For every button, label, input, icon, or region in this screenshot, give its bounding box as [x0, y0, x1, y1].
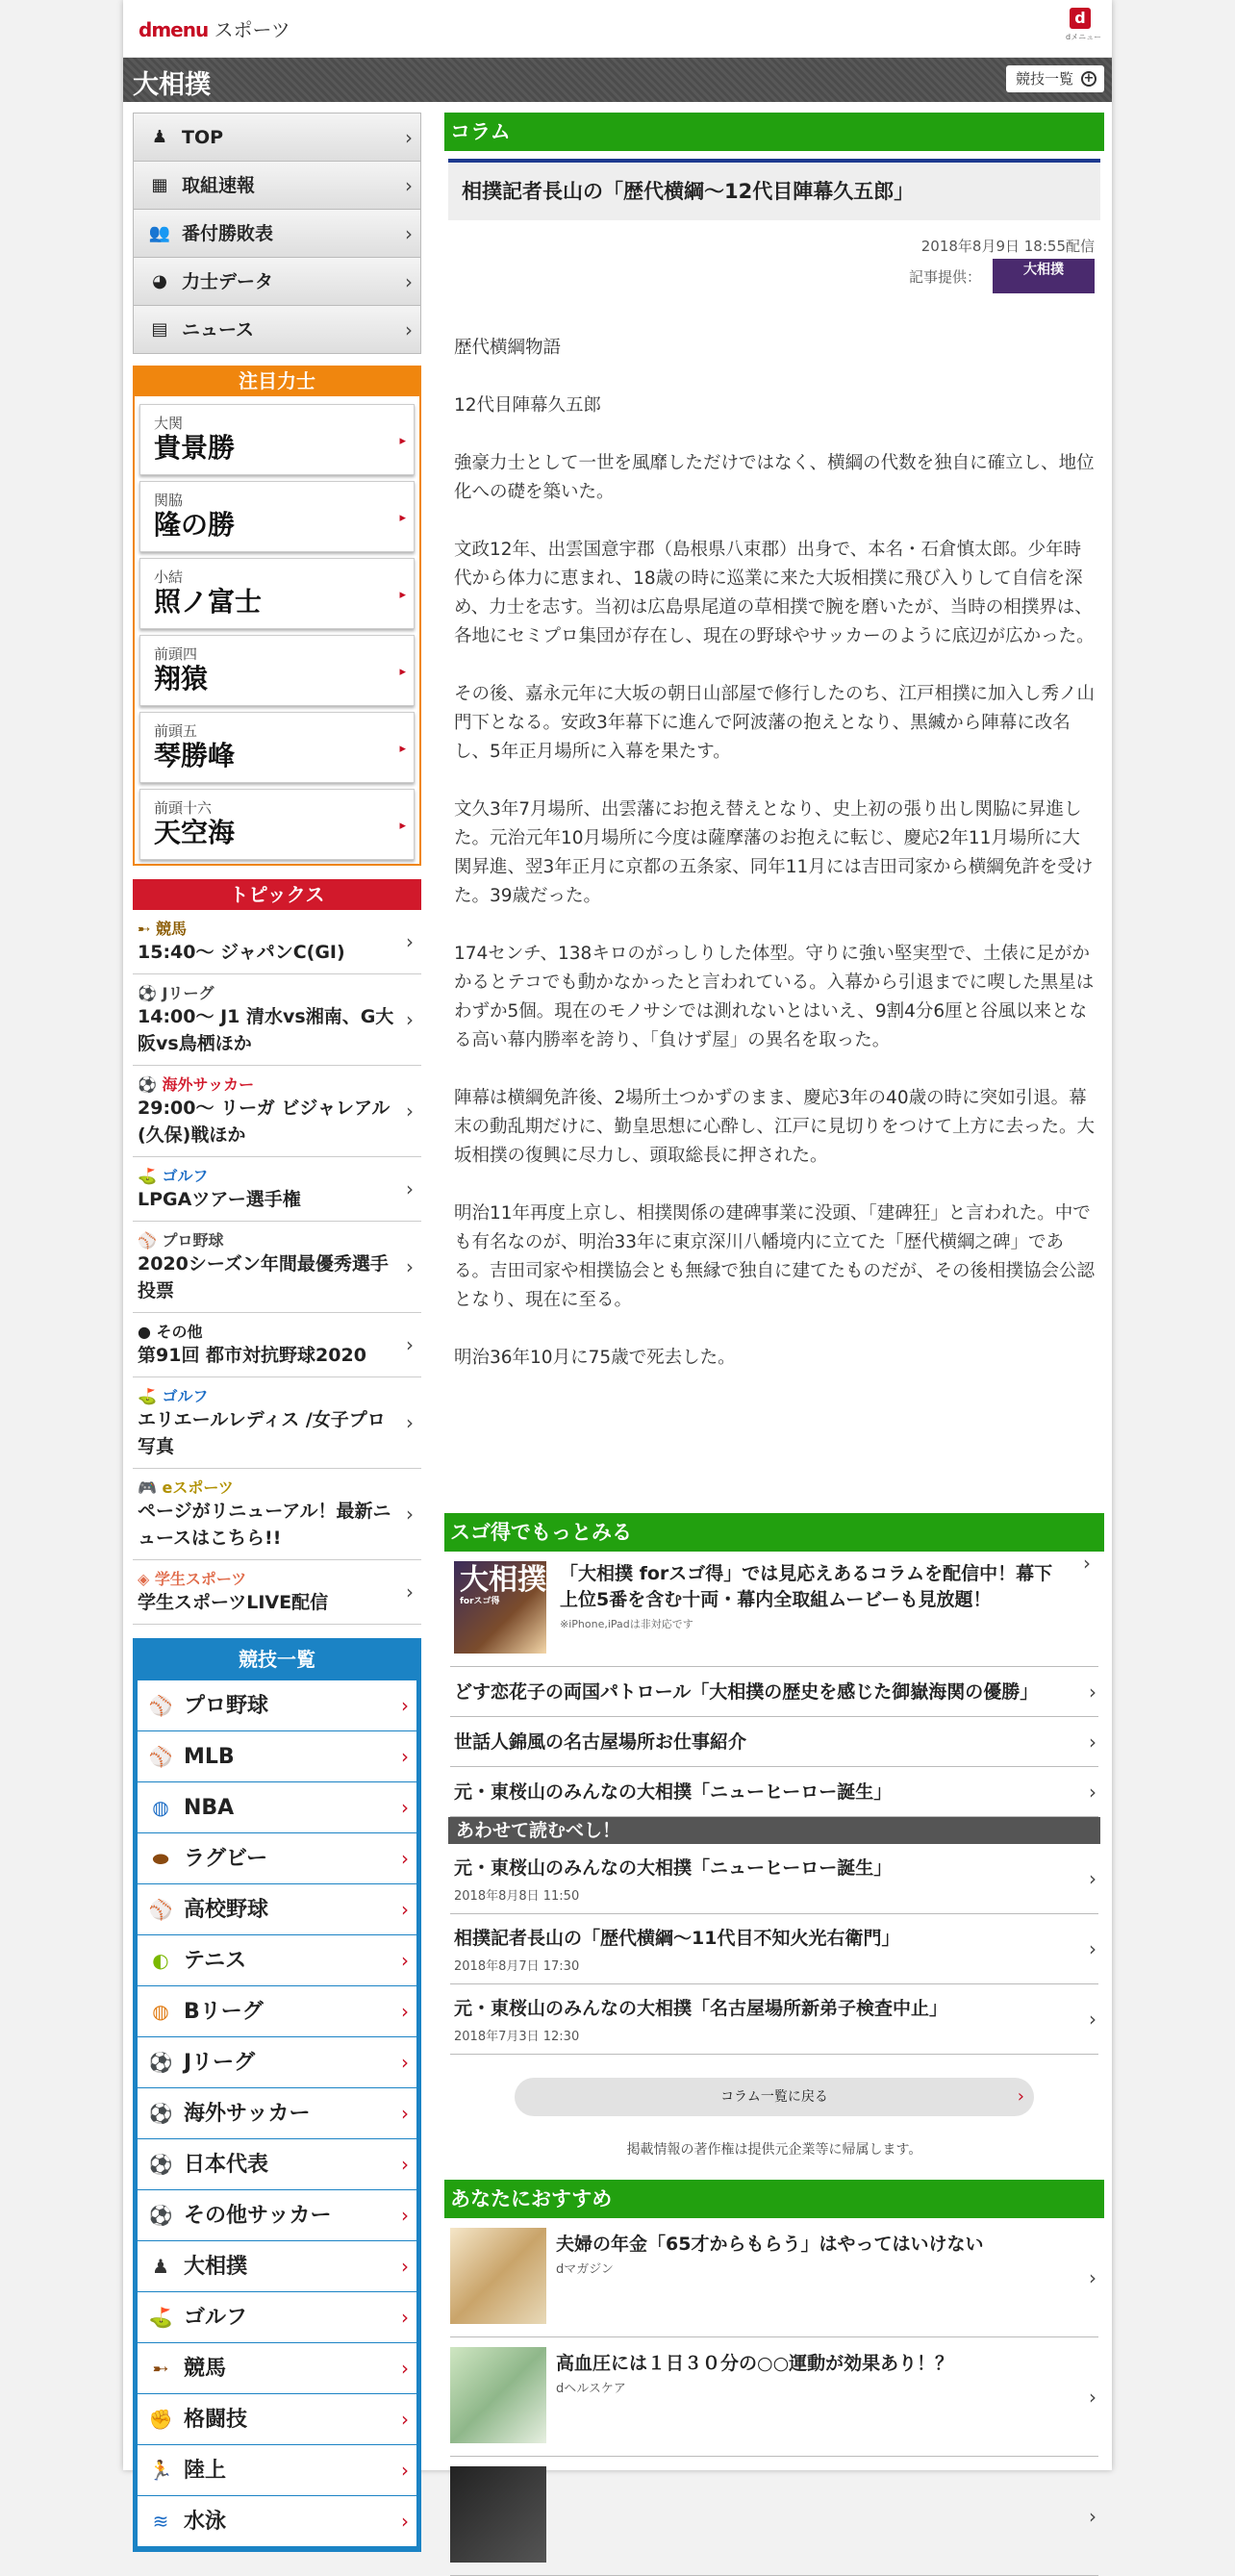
topic-category-label: 海外サッカー [162, 1075, 255, 1094]
rikishi-name: 天空海 [154, 817, 236, 848]
topic-text: 第91回 都市対抗野球2020 [138, 1345, 366, 1366]
triangle-right-icon: ▸ [399, 742, 406, 756]
topic-text: ページがリニューアル！最新ニュースはこちら!! [138, 1501, 391, 1549]
chevron-right-icon: › [406, 1333, 414, 1356]
rikishi-rank: 小結 [154, 568, 184, 586]
sport-item[interactable] [138, 1986, 416, 2037]
topic-category [138, 1228, 396, 1250]
chevron-right-icon: › [406, 1503, 414, 1526]
chevron-right-icon: › [405, 174, 413, 197]
sport-label: 日本代表 [184, 2153, 269, 2177]
wrestler-icon: ♟ [151, 127, 168, 147]
chevron-right-icon: › [1089, 2008, 1096, 2031]
sugotoku-link-text: 世話人錦風の名古屋場所お仕事紹介 [454, 1731, 747, 1753]
recommend-title: 高血圧には１日３０分の○○運動が効果あり！？ [556, 2353, 954, 2374]
rikishi-rank: 前頭四 [154, 645, 198, 663]
calendar-icon: ▦ [151, 175, 168, 195]
featured-rikishi-0[interactable] [139, 404, 415, 475]
sport-label: 競馬 [184, 2357, 227, 2381]
sport-item[interactable] [138, 1680, 416, 1731]
topic-text: 15:40～ ジャパンC(GI) [138, 942, 345, 963]
sport-icon: ⛳ [148, 2306, 173, 2329]
featured-rikishi-5[interactable] [139, 789, 415, 860]
article-paragraph: 174センチ、138キロのがっしりした体型。守りに強い堅実型で、土俵に足がかかるとテコでも動かなかったと言われている。入幕から引退までに喫した黒星はわずか5個。現在のモノサシでは測れないとはいえ、9割4分6厘と谷風以来となる高い幕内勝率を誇り、「負けず屋」の異名を取った。 [454, 944, 1095, 1050]
topic-text: 29:00～ リーガ ビジャレアル(久保)戦ほか [138, 1098, 391, 1146]
rikishi-name: 翔猿 [154, 663, 209, 695]
nav-item-label: 番付勝敗表 [182, 223, 274, 244]
topic-category-label: ゴルフ [162, 1167, 209, 1185]
sugotoku-promo[interactable] [450, 1552, 1098, 1667]
sport-label: 高校野球 [184, 1898, 269, 1922]
promo-image-text: 大相撲 [460, 1563, 546, 1597]
recommend-source: dマガジン [556, 2262, 614, 2277]
sport-label: Bリーグ [184, 2000, 264, 2024]
topic-text: LPGAツアー選手権 [138, 1189, 301, 1210]
topic-category-label: ゴルフ [162, 1387, 209, 1405]
nav-item-2[interactable] [134, 210, 420, 258]
sport-label: プロ野球 [184, 1694, 269, 1718]
related-date: 2018年7月3日 12:30 [454, 2030, 580, 2044]
topic-item[interactable] [133, 1560, 421, 1625]
sport-label: ゴルフ [184, 2306, 248, 2330]
chevron-right-icon: › [1089, 2504, 1096, 2528]
featured-rikishi-1[interactable] [139, 481, 415, 552]
topic-category-icon: ➸ [138, 920, 151, 938]
related-article[interactable] [450, 1984, 1098, 2055]
chevron-right-icon: › [401, 2459, 409, 2482]
topic-item[interactable] [133, 1469, 421, 1560]
topic-category [138, 1073, 396, 1095]
nav-item-3[interactable] [134, 258, 420, 306]
topic-category-label: Jリーグ [162, 984, 214, 1002]
sport-item[interactable] [138, 2139, 416, 2190]
nav-item-label: TOP [182, 127, 224, 148]
sport-item[interactable] [138, 2241, 416, 2292]
sport-item[interactable] [138, 2292, 416, 2343]
back-to-columns-button[interactable] [515, 2078, 1034, 2116]
topic-item[interactable] [133, 974, 421, 1066]
rikishi-name: 隆の勝 [154, 509, 236, 541]
rikishi-name: 照ノ富士 [154, 586, 263, 618]
dmenu-icon-letter: d [1070, 8, 1091, 29]
chevron-right-icon: › [406, 1411, 414, 1434]
sport-label: MLB [184, 1745, 235, 1769]
recommend-item[interactable] [450, 2457, 1098, 2576]
promo-image-sub: forスゴ得 [460, 1597, 500, 1606]
topic-category-icon: ◈ [138, 1570, 150, 1588]
article-paragraph: 強豪力士として一世を風靡しただけではなく、横綱の代数を独自に確立し、地位化への礎を築いた。 [454, 453, 1095, 502]
chevron-right-icon: › [401, 2000, 409, 2023]
recommend-item[interactable] [450, 2218, 1098, 2337]
article-paragraph: 明治36年10月に75歳で死去した。 [454, 1348, 736, 1368]
chevron-right-icon: › [401, 2204, 409, 2227]
nav-item-0[interactable] [134, 114, 420, 162]
topic-category-label: 学生スポーツ [154, 1570, 247, 1588]
sport-item[interactable] [138, 1782, 416, 1833]
chevron-right-icon: › [405, 126, 413, 149]
article-provider [909, 259, 1095, 293]
chevron-right-icon: › [401, 1745, 409, 1768]
chevron-right-icon: › [1089, 1679, 1096, 1704]
chevron-right-icon: › [401, 1949, 409, 1972]
related-date: 2018年8月7日 17:30 [454, 1959, 580, 1974]
logo-brand: dmenu [139, 18, 209, 41]
chevron-right-icon: › [406, 930, 414, 953]
chevron-right-icon: › [401, 1847, 409, 1870]
news-icon: ▤ [151, 319, 168, 340]
nav-item-label: ニュース [182, 319, 255, 341]
sport-icon: ⚾ [148, 1694, 173, 1717]
chevron-right-icon: › [401, 2357, 409, 2380]
chevron-right-icon: › [405, 318, 413, 341]
sugotoku-section [444, 1513, 1104, 2576]
topic-category-icon: ⚾ [138, 1231, 157, 1250]
topic-category-label: 競馬 [155, 920, 187, 938]
topic-category-label: その他 [156, 1323, 203, 1341]
chevron-right-icon: › [401, 2306, 409, 2329]
chevron-right-icon: › [401, 1898, 409, 1921]
provider-label: 記事提供： [908, 267, 981, 286]
topics-title: トピックス [133, 879, 421, 910]
chevron-right-icon: › [401, 2255, 409, 2278]
topic-text: 学生スポーツLIVE配信 [138, 1592, 329, 1613]
site-logo[interactable] [139, 14, 290, 42]
article-paragraph: 陣幕は横綱免許後、2場所土つかずのまま、慶応3年の40歳の時に突如引退。幕末の動乱期だけに、勤皇思想に心酔し、江戸に見切りをつけて上方に去った。大坂相撲の復興に尽力し、頭取総長に押された。 [454, 1088, 1096, 1166]
article-title-box [448, 159, 1100, 220]
chevron-right-icon: › [1089, 2265, 1096, 2289]
sport-item[interactable] [138, 1935, 416, 1986]
featured-rikishi-2[interactable] [139, 558, 415, 629]
sport-icon: ◍ [152, 1796, 169, 1819]
article-body [444, 334, 1104, 1402]
sumo-nav [133, 113, 421, 354]
topic-item[interactable] [133, 1222, 421, 1313]
page [123, 0, 1112, 2534]
sugotoku-promo-image [454, 1561, 546, 1654]
sport-icon: ◍ [152, 2000, 169, 2023]
site-header [123, 0, 1112, 58]
sport-label: テニス [184, 1949, 247, 1973]
sport-item[interactable] [138, 2343, 416, 2394]
sport-icon: ⚽ [148, 2204, 173, 2227]
article-paragraph: 文久3年7月場所、出雲藩にお抱え替えとなり、史上初の張り出し関脇に昇進した。元治元年10月場所に今度は薩摩藩のお抱えに転じ、慶応2年11月場所に大関昇進、翌3年正月に京都の五条家、同年11月には吉田司家から横綱免許を受けた。39歳だった。 [454, 799, 1094, 906]
all-sports-button[interactable] [1006, 65, 1104, 92]
topic-category-icon: ⚽ [138, 1075, 157, 1094]
chevron-right-icon: › [401, 2510, 409, 2533]
topic-category-label: eスポーツ [162, 1478, 234, 1497]
triangle-right-icon: ▸ [399, 665, 406, 679]
triangle-right-icon: ▸ [399, 588, 406, 602]
featured-rikishi-4[interactable] [139, 712, 415, 783]
sports-list [133, 1638, 421, 2552]
recommend-item[interactable] [450, 2337, 1098, 2457]
nav-item-1[interactable] [134, 162, 420, 210]
sport-icon: ⬬ [152, 1847, 169, 1870]
chevron-right-icon: › [406, 1008, 414, 1031]
sport-icon: ✊ [148, 2408, 173, 2431]
chevron-right-icon: › [1017, 2086, 1024, 2107]
chevron-right-icon: › [406, 1580, 414, 1604]
recommend-thumbnail [450, 2466, 546, 2563]
topic-category-label: プロ野球 [162, 1231, 224, 1250]
article-paragraph: 文政12年、出雲国意宇郡（島根県八束郡）出身で、本名・石倉慎太郎。少年時代から体力に恵まれ、18歳の時に巡業に来た大坂相撲に飛び入りして自信を深め、力士を志す。当初は広島県尾道の草相撲で腕を磨いたが、当時の相撲界は、各地にセミプロ集団が存在し、現在の野球やサッカーのように底辺が広かった。 [454, 540, 1095, 646]
back-label: コラム一覧に戻る [720, 2089, 828, 2105]
sport-item[interactable] [138, 2088, 416, 2139]
main-column [444, 113, 1104, 2528]
chevron-right-icon: › [1089, 1937, 1096, 1960]
sport-label: 大相撲 [184, 2255, 248, 2279]
triangle-right-icon: ▸ [399, 511, 406, 525]
recommend-list [444, 2218, 1104, 2576]
sport-item[interactable] [138, 2496, 416, 2547]
sugotoku-links [444, 1667, 1104, 1817]
rikishi-icon: ◕ [152, 271, 167, 291]
sport-label: NBA [184, 1796, 235, 1820]
sport-icon: ⚾ [148, 1898, 173, 1921]
recommend-source: dヘルスケア [556, 2382, 626, 2396]
provider-logo[interactable] [993, 259, 1095, 293]
rikishi-rank: 関脇 [154, 492, 184, 509]
copyright-note: 掲載情報の著作権は提供元企業等に帰属します。 [626, 2142, 922, 2158]
topic-text: エリエールレディス /女子プロ写真 [138, 1409, 386, 1457]
sport-label: 陸上 [184, 2459, 227, 2483]
article-paragraph: その後、嘉永元年に大坂の朝日山部屋で修行したのち、江戸相撲に加入し秀ノ山門下となる。安政3年幕下に進んで阿波藩の抱えとなり、黒縅から陣幕に改名し、5年正月場所に入幕を果たす。 [454, 684, 1096, 762]
sport-icon: ♟ [152, 2255, 169, 2278]
sport-item[interactable] [138, 2394, 416, 2445]
sport-item[interactable] [138, 2037, 416, 2088]
sport-item[interactable] [138, 2445, 416, 2496]
chevron-right-icon: › [1089, 1867, 1096, 1890]
rikishi-rank: 前頭五 [154, 722, 198, 740]
sugotoku-link[interactable] [450, 1767, 1098, 1817]
featured-rikishi [133, 366, 421, 866]
topic-item[interactable] [133, 910, 421, 974]
triangle-right-icon: ▸ [399, 819, 406, 833]
chevron-right-icon: › [1089, 1730, 1096, 1754]
sugotoku-link[interactable] [450, 1667, 1098, 1717]
all-sports-label: 競技一覧 [1015, 70, 1073, 88]
sport-icon: ⚽ [148, 2153, 173, 2176]
section-header: コラム [444, 113, 1104, 151]
topic-item[interactable] [133, 1313, 421, 1377]
topic-category [138, 981, 396, 1003]
people-icon: 👥 [148, 223, 171, 243]
topics-list [133, 910, 421, 1625]
sport-label: その他サッカー [184, 2204, 332, 2228]
sport-icon: ⚽ [148, 2051, 173, 2074]
sport-icon: ≋ [152, 2510, 169, 2533]
recommend-section [444, 2180, 1104, 2576]
sugotoku-promo-note: ※iPhone,iPadは非対応です [560, 1618, 693, 1630]
rikishi-name: 貴景勝 [154, 432, 236, 464]
topic-item[interactable] [133, 1066, 421, 1157]
triangle-right-icon: ▸ [399, 434, 406, 448]
sport-item[interactable] [138, 1731, 416, 1782]
article-paragraph: 明治11年再度上京し、相撲関係の建碑事業に没頭、「建碑狂」と言われた。中でも有名なのが、明治33年に東京深川八幡境内に立てた「歴代横綱之碑」である。吉田司家や相撲協会とも無縁で独自に建てたものだが、その後相撲協会公認となり、現在に至る。 [454, 1203, 1096, 1310]
chevron-right-icon: › [406, 1177, 414, 1200]
chevron-right-icon: › [401, 2408, 409, 2431]
nav-item-4[interactable] [134, 306, 420, 354]
chevron-right-icon: › [1089, 2385, 1096, 2409]
page-title: 大相撲 [133, 70, 211, 100]
sport-icon: ⚾ [148, 1745, 173, 1768]
related-article[interactable] [450, 1914, 1098, 1984]
recommend-thumbnail [450, 2347, 546, 2443]
related-title: 元・東桜山のみんなの大相撲「名古屋場所新弟子検査中止」 [454, 1998, 948, 2019]
recommend-header: あなたにおすすめ [444, 2180, 1104, 2218]
topic-text: 14:00～ J1 清水vs湘南、G大阪vs鳥栖ほか [138, 1006, 394, 1054]
topic-item[interactable] [133, 1157, 421, 1222]
rikishi-name: 琴勝峰 [154, 740, 236, 771]
chevron-right-icon: › [405, 222, 413, 245]
related-date: 2018年8月8日 11:50 [454, 1889, 580, 1904]
dmenu-icon-label: dメニュー [1066, 33, 1102, 41]
recommend-thumbnail [450, 2228, 546, 2324]
topic-category [138, 1567, 396, 1589]
rikishi-rank: 大関 [154, 415, 184, 432]
article-title: 相撲記者長山の「歴代横綱～12代目陣幕久五郎」 [462, 180, 915, 203]
sport-label: 水泳 [184, 2510, 227, 2534]
sport-label: 格闘技 [184, 2408, 248, 2432]
topic-category-icon: ● [138, 1323, 151, 1341]
topic-category [138, 917, 396, 939]
sport-icon: ➸ [152, 2357, 169, 2380]
sports-list-title: 競技一覧 [239, 1648, 315, 1671]
featured-rikishi-3[interactable] [139, 635, 415, 706]
sport-item[interactable] [138, 1833, 416, 1884]
featured-title: 注目力士 [133, 366, 421, 396]
topic-item[interactable] [133, 1377, 421, 1469]
article-paragraph: 12代目陣幕久五郎 [454, 395, 602, 416]
chevron-right-icon: › [406, 1099, 414, 1123]
nav-item-label: 力士データ [182, 271, 274, 292]
sport-item[interactable] [138, 1884, 416, 1935]
related-article[interactable] [450, 1844, 1098, 1914]
chevron-right-icon: › [405, 270, 413, 293]
chevron-right-icon: › [401, 2102, 409, 2125]
chevron-right-icon: › [406, 1255, 414, 1278]
sport-icon: 🏃 [148, 2459, 173, 2482]
dmenu-icon[interactable] [1066, 8, 1102, 42]
chevron-right-icon: › [401, 1694, 409, 1717]
sugotoku-promo-text: 「大相撲 forスゴ得」では見応えあるコラムを配信中！幕下上位5番を含む十両・幕内全取組ムービーも見放題！ [560, 1563, 1053, 1610]
provider-logo-text: 大相撲 [1023, 262, 1064, 278]
topic-category-icon: ⚽ [138, 984, 157, 1002]
topic-category-icon: 🎮 [138, 1478, 157, 1497]
sport-label: 海外サッカー [184, 2102, 311, 2126]
sport-icon: ◐ [152, 1949, 169, 1972]
chevron-right-icon: › [401, 2051, 409, 2074]
sport-label: Jリーグ [184, 2051, 256, 2075]
topic-text: 2020シーズン年間最優秀選手投票 [138, 1253, 389, 1301]
topic-category [138, 1320, 396, 1342]
related-list [444, 1844, 1104, 2055]
sport-icon: ⚽ [148, 2102, 173, 2125]
topics [133, 879, 421, 1625]
article-date: 2018年8月9日 18:55配信 [920, 238, 1095, 255]
sport-label: ラグビー [184, 1847, 268, 1871]
chevron-right-icon: › [401, 2153, 409, 2176]
related-header: あわせて読むべし！ [448, 1817, 1100, 1844]
featured-list [133, 396, 421, 866]
chevron-right-icon: › [1083, 1552, 1091, 1575]
sugotoku-link-text: どす恋花子の両国パトロール「大相撲の歴史を感じた御嶽海関の優勝」 [454, 1681, 1039, 1703]
recommend-title: 夫婦の年金「65才からもらう」はやってはいけない [556, 2234, 984, 2255]
related-title: 元・東桜山のみんなの大相撲「ニューヒーロー誕生」 [454, 1857, 893, 1879]
rikishi-rank: 前頭十六 [154, 799, 213, 817]
chevron-right-icon: › [1089, 1780, 1096, 1804]
article-paragraph: 歴代横綱物語 [454, 338, 562, 358]
related-title: 相撲記者長山の「歴代横綱～11代目不知火光右衛門」 [454, 1928, 900, 1949]
sport-item[interactable] [138, 2190, 416, 2241]
chevron-right-icon: › [401, 1796, 409, 1819]
topic-category-icon: ⛳ [138, 1387, 157, 1405]
sports-items [138, 1680, 416, 2547]
topic-category [138, 1476, 396, 1498]
left-column [133, 113, 421, 2552]
nav-item-label: 取組速報 [182, 175, 256, 196]
sugotoku-link-text: 元・東桜山のみんなの大相撲「ニューヒーロー誕生」 [454, 1781, 893, 1803]
logo-text: スポーツ [214, 18, 290, 41]
plus-circle-icon: + [1081, 71, 1096, 87]
topic-category [138, 1384, 396, 1406]
topic-category-icon: ⛳ [138, 1167, 157, 1185]
sugotoku-header: スゴ得でもっとみる [444, 1513, 1104, 1552]
topic-category [138, 1164, 396, 1186]
title-bar [123, 58, 1112, 102]
sugotoku-link[interactable] [450, 1717, 1098, 1767]
